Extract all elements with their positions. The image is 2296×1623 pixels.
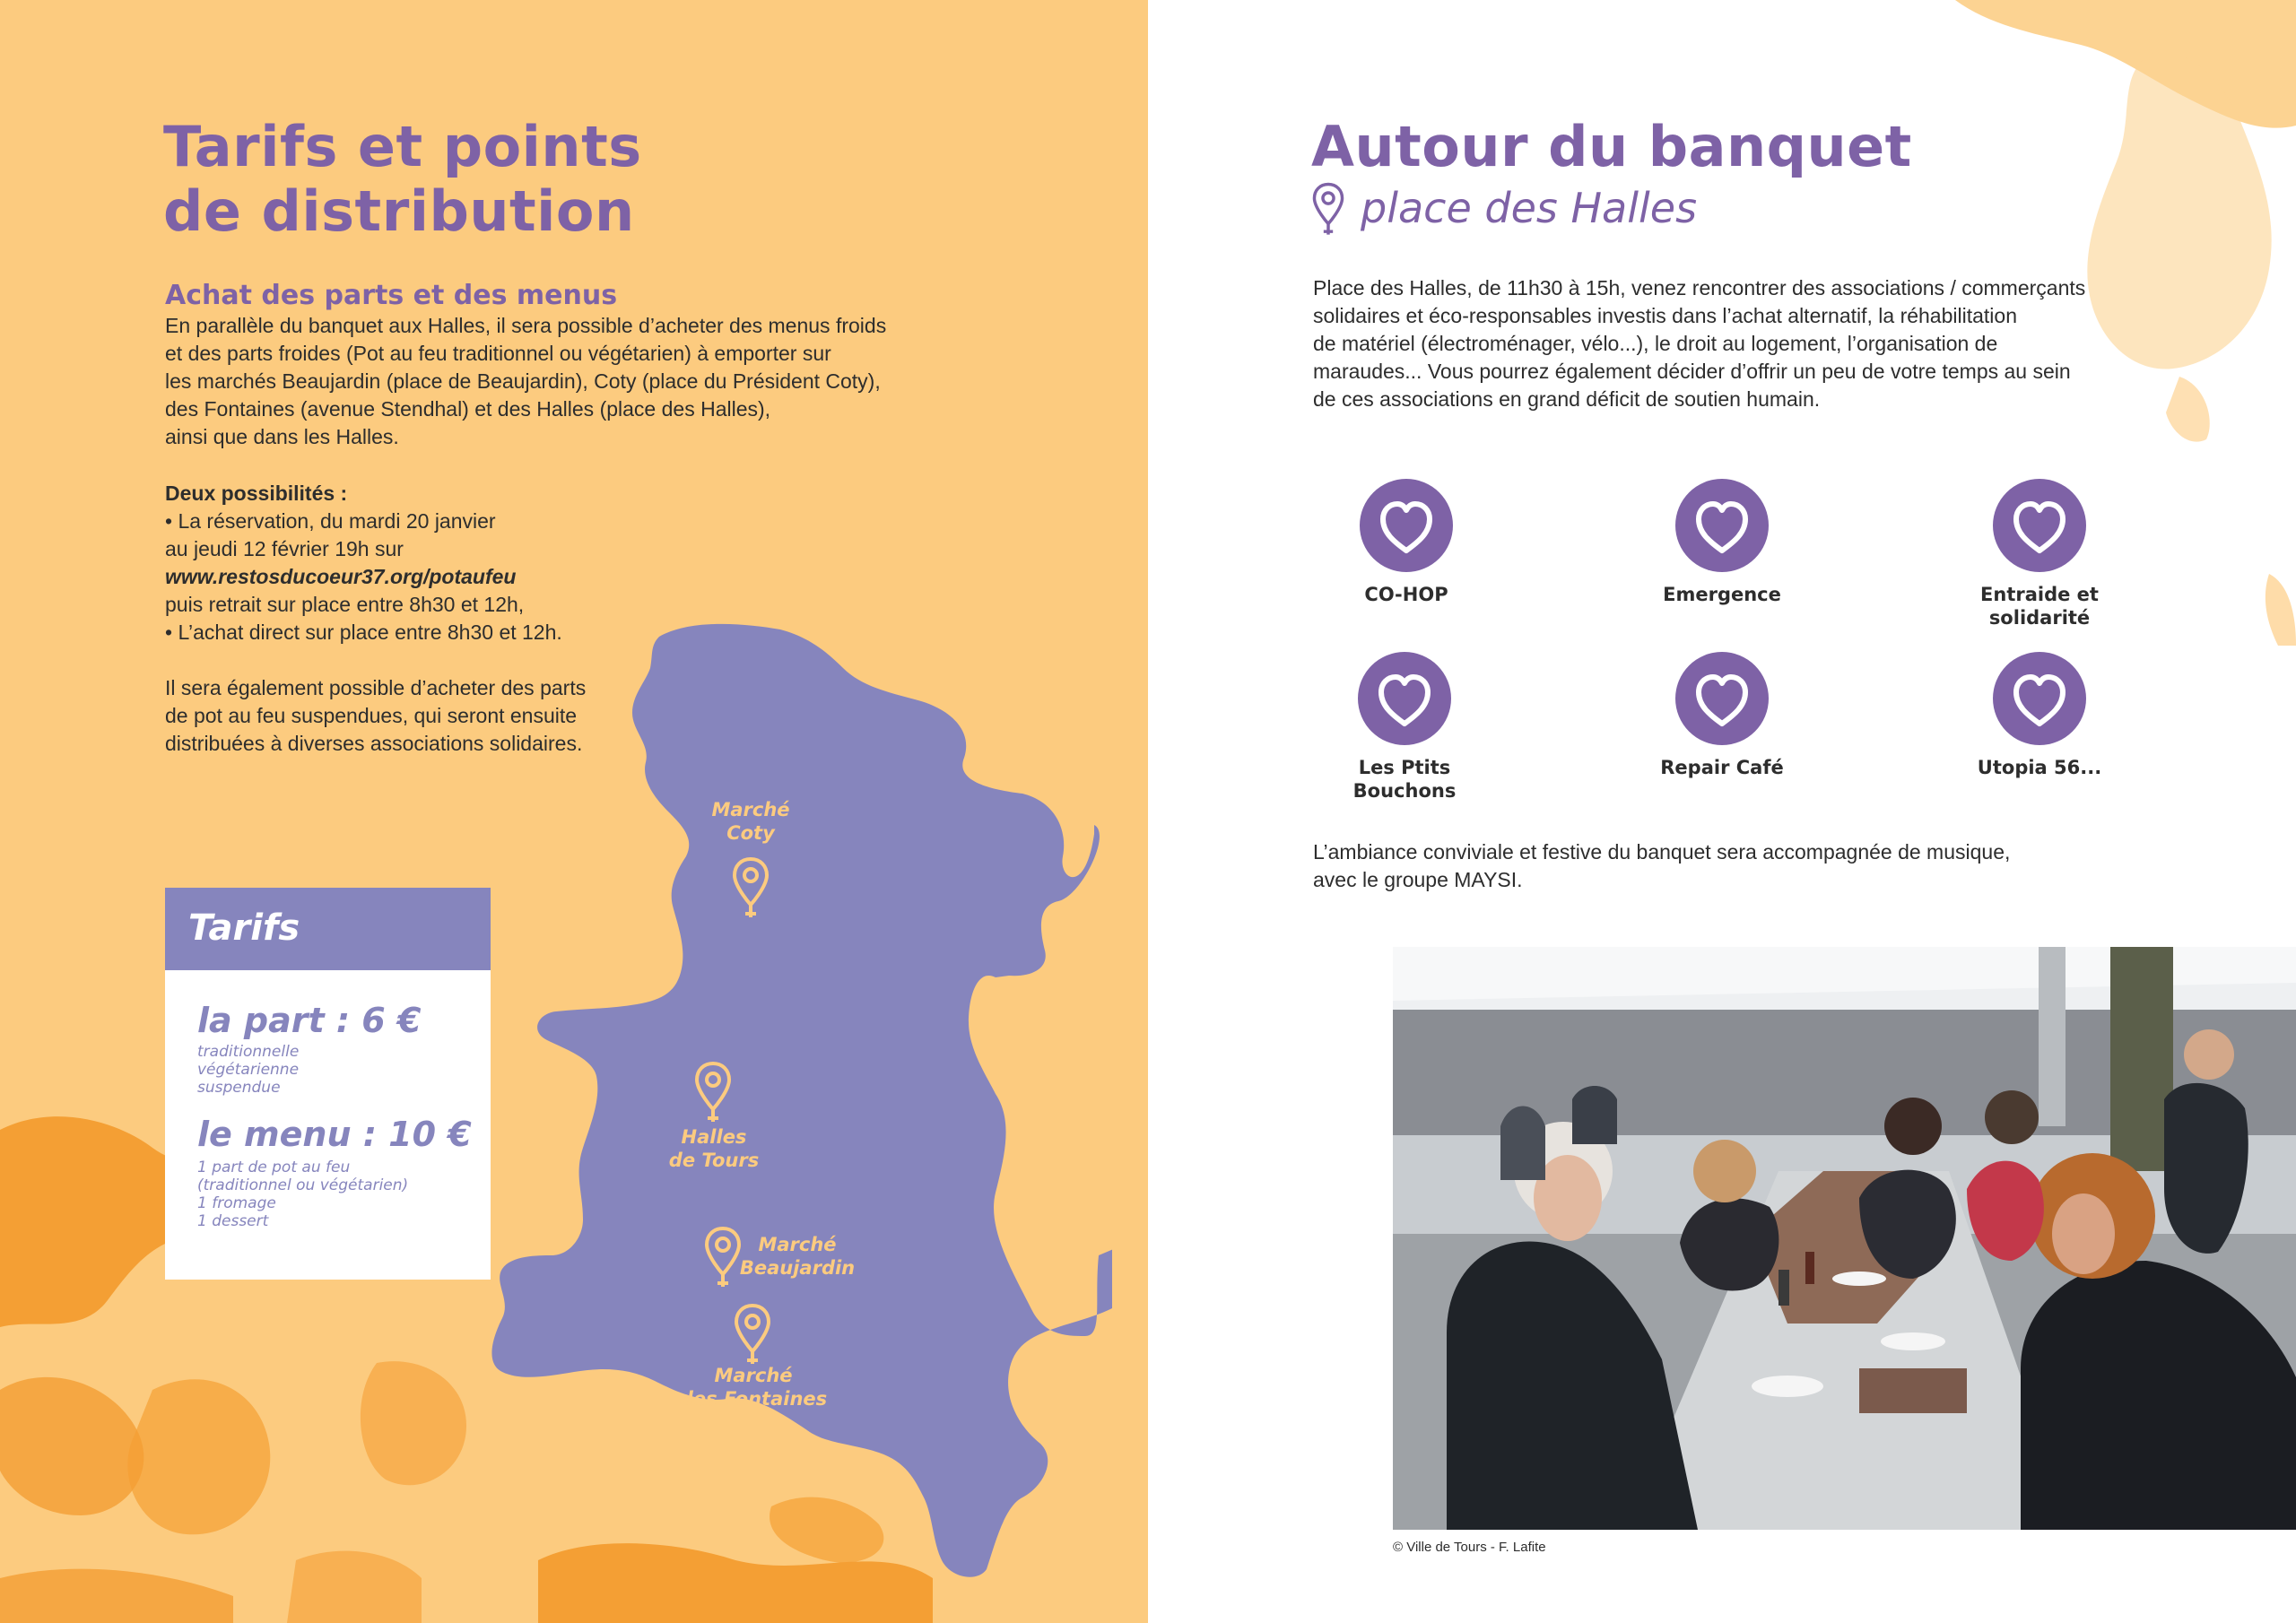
association-item [1932,650,2147,779]
title-line: de distribution [163,178,635,244]
detail-line: suspendue [197,1079,281,1097]
label-line: Emergence [1663,584,1781,605]
map-pin-icon [731,856,770,921]
tarifs-card [165,888,491,1280]
text-line: distribuées à diverses associations solidaires. [165,732,583,755]
map-label-line: Marché [714,1365,793,1386]
map-label-halles [624,1125,804,1172]
map-pin-icon [1311,181,1345,239]
detail-line: traditionnelle [197,1043,300,1061]
page-title [163,115,642,244]
text-line: avec le groupe MAYSI. [1313,868,1523,891]
label-line: Utopia 56... [1977,757,2102,778]
page-subtitle: place des Halles [1361,184,1698,232]
association-label [1932,756,2147,779]
heart-icon [1991,477,2088,574]
possibilities-heading: Deux possibilités : [165,482,348,505]
text-line: au jeudi 12 février 19h sur [165,537,404,560]
association-label [1299,583,1514,606]
detail-line: 1 dessert [197,1212,269,1230]
map-label-line: Beaujardin [739,1257,856,1279]
text-line: de ces associations en grand déficit de soutien humain. [1313,387,1821,411]
association-label [1614,756,1830,779]
map-label-line: Marché [711,799,790,820]
music-paragraph [1313,838,2010,894]
text-line: puis retrait sur place entre 8h30 et 12h, [165,593,525,616]
text-line: • L’achat direct sur place entre 8h30 et 12h. [165,621,562,644]
heart-icon [1991,650,2088,747]
text-line: Il sera également possible d’acheter des parts [165,676,587,699]
banquet-photo [1393,947,2296,1530]
map-label-fontaines [664,1364,843,1410]
label-line: Repair Café [1660,757,1784,778]
text-line: solidaires et éco-responsables investis dans l’achat alternatif, la réhabilitation [1313,304,2017,327]
association-item [1614,477,1830,606]
photo-credit: © Ville de Tours - F. Lafite [1393,1540,1546,1555]
text-line: les marchés Beaujardin (place de Beaujardin), Coty (place du Président Coty), [165,369,881,393]
association-label [1297,756,1512,803]
detail-line: 1 fromage [197,1194,276,1212]
menu-details [197,1159,408,1230]
label-line: Entraide et [1980,584,2099,605]
title-line: Tarifs et points [163,114,642,179]
map-label-coty [661,798,840,845]
text-line: Place des Halles, de 11h30 à 15h, venez rencontrer des associations / commerçants [1313,276,2086,299]
detail-line: 1 part de pot au feu [197,1159,351,1176]
map-pin-icon [733,1303,772,1367]
text-line: et des parts froides (Pot au feu traditionnel ou végétarien) à emporter sur [165,342,831,365]
map-label-line: Marché [758,1234,837,1255]
text-line: de pot au feu suspendues, qui seront ensuite [165,704,578,727]
page-title: Autour du banquet [1311,114,1912,179]
part-details [197,1043,299,1097]
map-label-line: de Tours [668,1150,760,1171]
intro-paragraph [1313,274,2085,413]
heart-icon [1356,650,1453,747]
detail-line: végétarienne [197,1061,300,1079]
association-label [1932,583,2147,629]
map-pin-icon [693,1061,733,1125]
association-item [1297,650,1512,803]
part-price: la part : 6 € [197,1001,422,1040]
association-label [1614,583,1830,606]
detail-line: (traditionnel ou végétarien) [197,1176,409,1194]
label-line: CO-HOP [1364,584,1448,605]
association-item [1299,477,1514,606]
map-label-line: Coty [726,822,775,844]
label-line: Bouchons [1352,780,1457,802]
association-item [1614,650,1830,779]
map-label-line: Halles [681,1126,747,1148]
map-label-beaujardin [708,1233,887,1280]
text-line: des Fontaines (avenue Stendhal) et des Halles (place des Halles), [165,397,771,421]
section-heading: Achat des parts et des menus [165,280,618,311]
label-line: Les Ptits [1358,757,1451,778]
text-line: En parallèle du banquet aux Halles, il sera possible d’acheter des menus froids [165,314,887,337]
heart-icon [1674,477,1770,574]
map-label-line: des Fontaines [679,1388,828,1410]
text-line: • La réservation, du mardi 20 janvier [165,509,496,533]
text-line: L’ambiance conviviale et festive du banquet sera accompagnée de musique, [1313,840,2011,864]
label-line: solidarité [1988,607,2091,629]
reservation-link[interactable]: www.restosducoeur37.org/potaufeu [165,565,517,588]
city-map-silhouette [484,610,1112,1587]
tarifs-title: Tarifs [188,907,300,949]
heart-icon [1674,650,1770,747]
menu-price: le menu : 10 € [197,1115,472,1154]
intro-paragraph [165,312,886,451]
text-line: de matériel (électroménager, vélo...), le droit au logement, l’organisation de [1313,332,1998,355]
text-line: maraudes... Vous pourrez également décider d’offrir un peu de votre temps au sein [1313,360,2071,383]
tarifs-card-header [165,888,491,970]
text-line: ainsi que dans les Halles. [165,425,399,448]
association-item [1932,477,2147,629]
heart-icon [1358,477,1455,574]
